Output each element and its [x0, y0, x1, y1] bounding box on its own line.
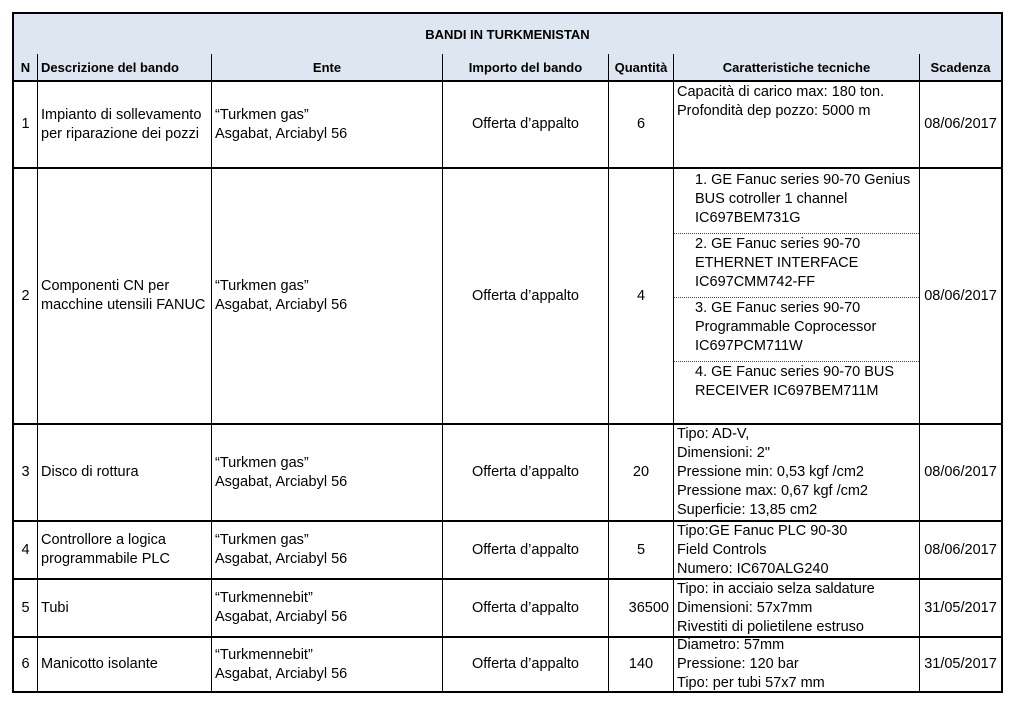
row-5-scadenza: 31/05/2017 [924, 599, 997, 616]
row-1-scadenza: 08/06/2017 [924, 116, 997, 132]
header-caratteristiche: Caratteristiche tecniche [674, 54, 920, 82]
header-ente: Ente [212, 54, 443, 82]
row-1-n: 1 [14, 82, 38, 167]
row-5-ente: “Turkmennebit” Asgabat, Arciabyl 56 [212, 580, 443, 636]
row-4-caratteristiche: Tipo:GE Fanuc PLC 90-30 Field Controls Numero: IC670ALG240 [674, 522, 920, 578]
row-2-n: 2 [14, 169, 38, 423]
header-scadenza: Scadenza [920, 54, 1001, 82]
tenders-table [12, 12, 1003, 693]
row-2-scadenza: 08/06/2017 [924, 287, 997, 304]
row-1-importo: Offerta d’appalto [443, 82, 609, 167]
spec-item: 4. GE Fanuc series 90-70 BUS RECEIVER IC697BEM711M [674, 361, 919, 423]
row-2-ente: “Turkmen gas” Asgabat, Arciabyl 56 [212, 169, 443, 423]
row-5-quantita: 36500 [609, 580, 674, 636]
row-4-importo: Offerta d’appalto [443, 522, 609, 578]
row-2-importo: Offerta d’appalto [443, 169, 609, 423]
row-6-importo: Offerta d’appalto [443, 638, 609, 691]
row-4-descrizione: Controllore a logica programmabile PLC [38, 522, 212, 578]
header-n: N [14, 54, 38, 82]
row-3-importo: Offerta d’appalto [443, 425, 609, 520]
row-1-descrizione: Impianto di sollevamento per riparazione dei pozzi [38, 82, 212, 167]
row-4-scadenza: 08/06/2017 [924, 541, 997, 558]
row-5-caratteristiche: Tipo: in acciaio selza saldature Dimensioni: 57x7mm Rivestiti di polietilene estruso [674, 580, 920, 636]
header-quantita: Quantità [609, 54, 674, 82]
row-3-descrizione: Disco di rottura [38, 425, 212, 520]
row-6-ente: “Turkmennebit” Asgabat, Arciabyl 56 [212, 638, 443, 691]
row-4-ente: “Turkmen gas” Asgabat, Arciabyl 56 [212, 522, 443, 578]
row-6-n: 6 [14, 638, 38, 691]
row-6-scadenza: 31/05/2017 [924, 656, 997, 672]
header-descrizione: Descrizione del bando [38, 54, 212, 82]
row-2-caratteristiche [674, 169, 920, 423]
row-2-descrizione: Componenti CN per macchine utensili FANUC [38, 169, 212, 423]
row-5-descrizione: Tubi [38, 580, 212, 636]
spec-item: 3. GE Fanuc series 90-70 Programmable Coprocessor IC697PCM711W [674, 297, 919, 361]
spec-item: 1. GE Fanuc series 90-70 Genius BUS cotroller 1 channel IC697BEM731G [695, 172, 911, 226]
spec-item: 2. GE Fanuc series 90-70 ETHERNET INTERFACE IC697CMM742-FF [674, 233, 919, 297]
row-1-quantita: 6 [609, 82, 674, 167]
row-5-n: 5 [14, 580, 38, 636]
row-5-importo: Offerta d’appalto [443, 580, 609, 636]
row-4-quantita: 5 [609, 522, 674, 578]
row-6-caratteristiche: Diametro: 57mm Pressione: 120 bar Tipo: per tubi 57x7 mm [674, 638, 920, 691]
row-1-caratteristiche: Capacità di carico max: 180 ton. Profondità dep pozzo: 5000 m [674, 82, 920, 167]
row-4-n: 4 [14, 522, 38, 578]
row-3-ente: “Turkmen gas” Asgabat, Arciabyl 56 [212, 425, 443, 520]
header-importo: Importo del bando [443, 54, 609, 82]
row-1-ente: “Turkmen gas” Asgabat, Arciabyl 56 [212, 82, 443, 167]
row-6-descrizione: Manicotto isolante [38, 638, 212, 691]
row-3-n: 3 [14, 425, 38, 520]
row-2-quantita: 4 [609, 169, 674, 423]
row-3-scadenza: 08/06/2017 [924, 464, 997, 480]
row-6-quantita: 140 [609, 638, 674, 691]
table-title: BANDI IN TURKMENISTAN [14, 14, 1001, 55]
row-3-quantita: 20 [609, 425, 674, 520]
row-3-caratteristiche: Tipo: AD-V, Dimensioni: 2" Pressione min: 0,53 kgf /cm2 Pressione max: 0,67 kgf /cm2 Superficie: 13,85 cm2 [674, 425, 920, 520]
